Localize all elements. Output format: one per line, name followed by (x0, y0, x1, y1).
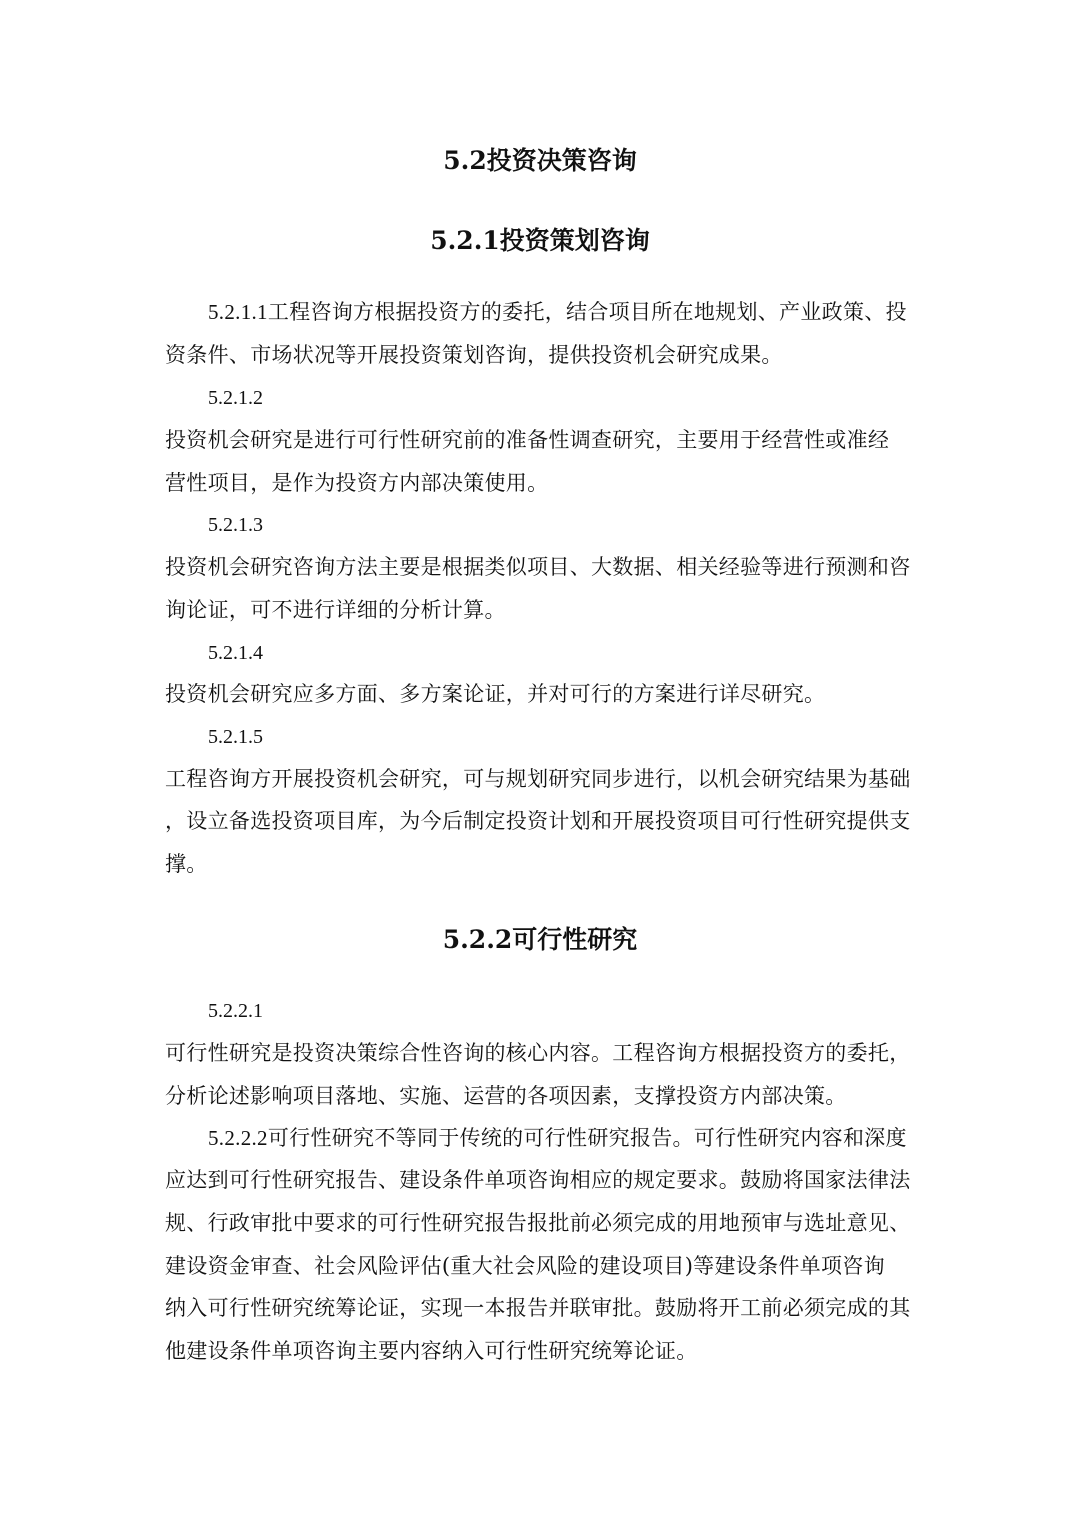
paragraph-5-2-1-5-line-2: ，设立备选投资项目库，为今后制定投资计划和开展投资项目可行性研究提供支 (165, 809, 911, 833)
section-heading-5-2: 5.2投资决策咨询 (443, 146, 637, 175)
paragraph-5-2-2-2-line-5: 纳入可行性研究统筹论证，实现一本报告并联审批。鼓励将开工前必须完成的其 (165, 1296, 911, 1320)
clause-number-5-2-2-2: 5.2.2.2 (208, 1126, 268, 1150)
section-heading-5-2-1: 5.2.1投资策划咨询 (430, 226, 650, 255)
clause-number-5-2-1-3: 5.2.1.3 (208, 514, 263, 536)
paragraph-5-2-2-2-line-3: 规、行政审批中要求的可行性研究报告报批前必须完成的用地预审与选址意见、 (165, 1211, 911, 1235)
paragraph-5-2-2-1-line-2: 分析论述影响项目落地、实施、运营的各项因素，支撑投资方内部决策。 (165, 1084, 847, 1108)
clause-number-5-2-1-2: 5.2.1.2 (208, 387, 263, 409)
paragraph-5-2-1-3-line-1: 投资机会研究咨询方法主要是根据类似项目、大数据、相关经验等进行预测和咨 (165, 555, 911, 579)
paragraph-5-2-1-4-line-1: 投资机会研究应多方面、多方案论证，并对可行的方案进行详尽研究。 (165, 682, 826, 706)
section-heading-5-2-2: 5.2.2可行性研究 (442, 925, 638, 954)
paragraph-5-2-1-2-line-1: 投资机会研究是进行可行性研究前的准备性调查研究，主要用于经营性或准经 (165, 428, 890, 452)
clause-text: 工程咨询方根据投资方的委托，结合项目所在地规划、产业政策、投 (267, 300, 907, 324)
paragraph-5-2-1-5-line-1: 工程咨询方开展投资机会研究，可与规划研究同步进行，以机会研究结果为基础 (165, 767, 911, 791)
clause-text: 可行性研究不等同于传统的可行性研究报告。可行性研究内容和深度 (267, 1126, 907, 1150)
paragraph-5-2-1-1-line-2: 资条件、市场状况等开展投资策划咨询，提供投资机会研究成果。 (165, 343, 783, 367)
paragraph-5-2-2-2-line-1 (208, 1117, 915, 1159)
paragraph-5-2-2-1-line-1: 可行性研究是投资决策综合性咨询的核心内容。工程咨询方根据投资方的委托， (165, 1041, 911, 1065)
paragraph-5-2-1-5-line-3: 撑。 (165, 852, 208, 876)
paragraph-5-2-1-1-line-1 (208, 291, 915, 333)
paragraph-5-2-2-2-line-2: 应达到可行性研究报告、建设条件单项咨询相应的规定要求。鼓励将国家法律法 (165, 1168, 911, 1192)
paragraph-5-2-1-2-line-2: 营性项目，是作为投资方内部决策使用。 (165, 471, 549, 495)
paragraph-5-2-1-3-line-2: 询论证，可不进行详细的分析计算。 (165, 598, 506, 622)
paragraph-5-2-2-2-line-4: 建设资金审查、社会风险评估(重大社会风险的建设项目)等建设条件单项咨询 (165, 1254, 885, 1278)
clause-number-5-2-1-4: 5.2.1.4 (208, 642, 263, 664)
clause-number-5-2-1-1: 5.2.1.1 (208, 300, 268, 324)
paragraph-5-2-2-2-line-6: 他建设条件单项咨询主要内容纳入可行性研究统筹论证。 (165, 1339, 698, 1363)
clause-number-5-2-2-1: 5.2.2.1 (208, 1000, 263, 1022)
clause-number-5-2-1-5: 5.2.1.5 (208, 726, 263, 748)
